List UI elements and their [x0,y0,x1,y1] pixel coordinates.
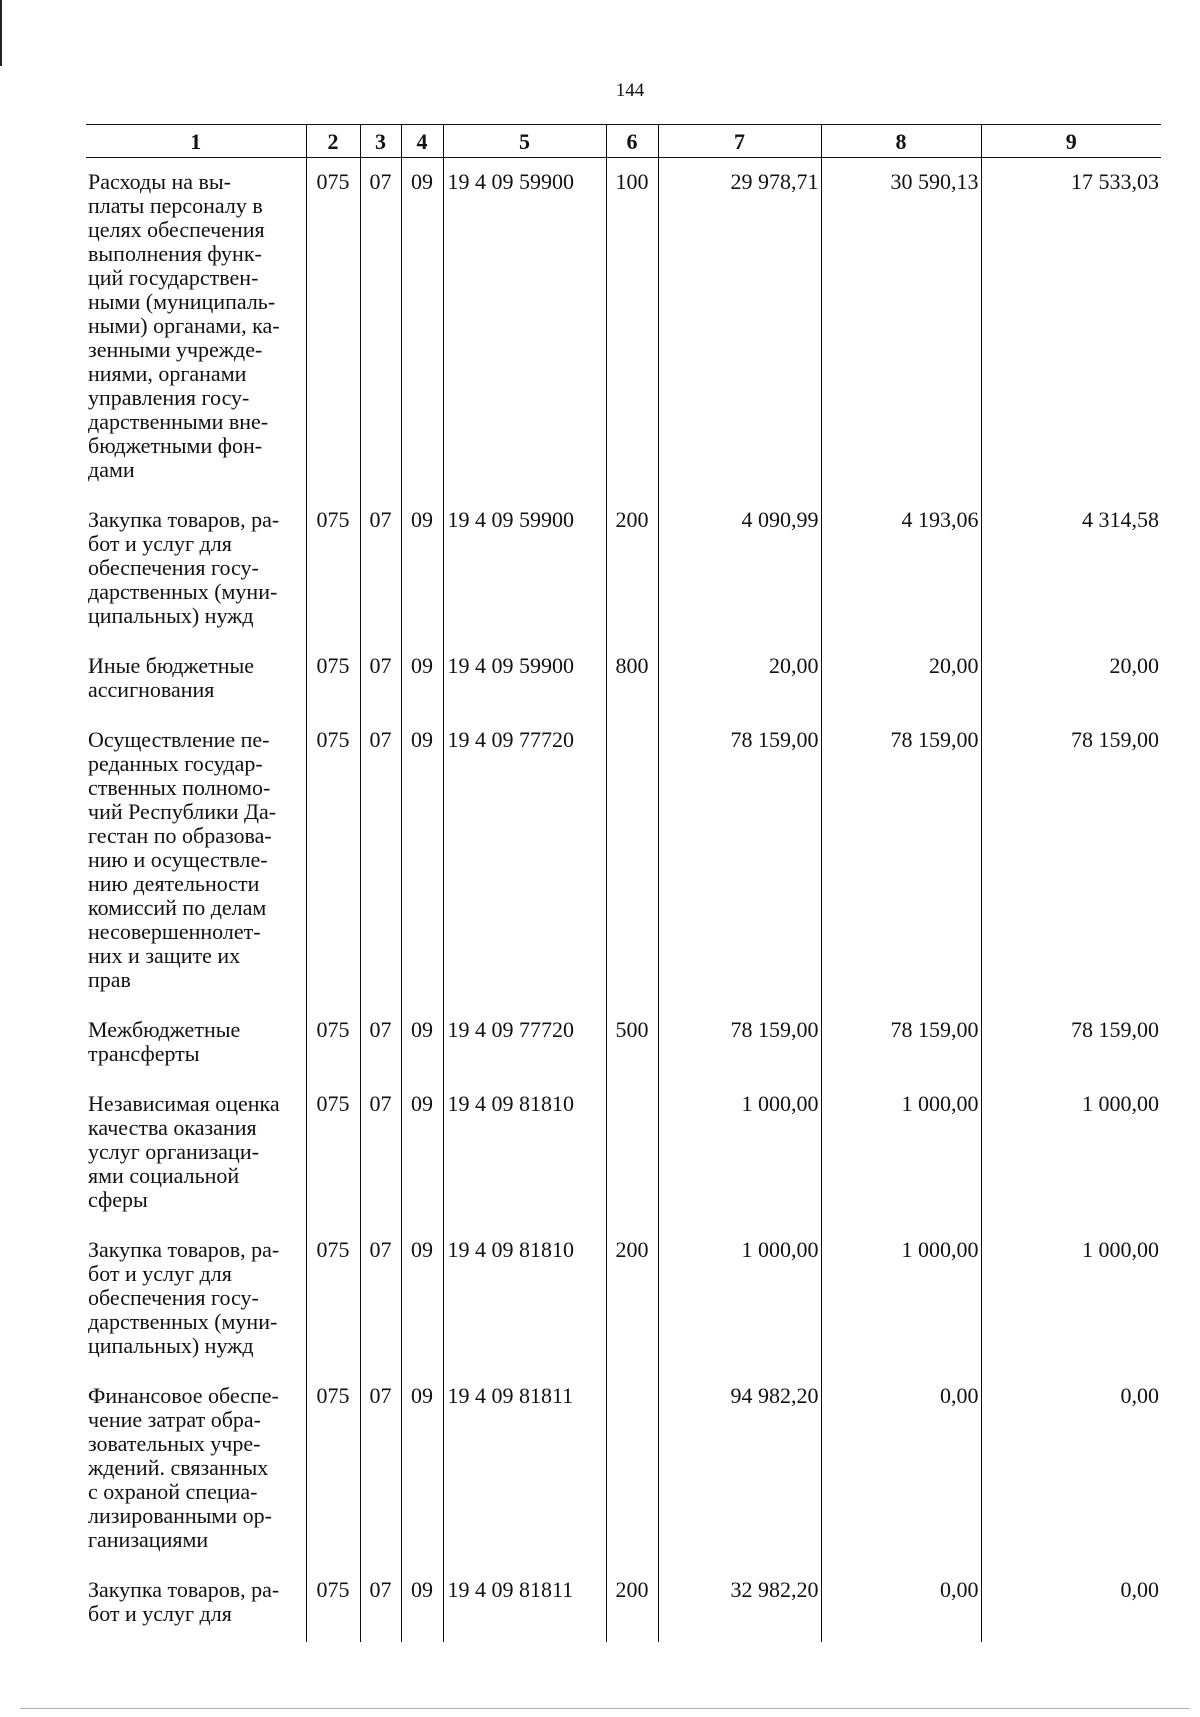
row-amount-year3: 0,00 [981,1566,1161,1642]
row-amount-year2: 1 000,00 [821,1226,981,1372]
row-amount-year2: 4 193,06 [821,496,981,642]
row-subsection: 09 [401,642,443,716]
table-row [86,1566,1161,1642]
row-target-article: 19 4 09 59900 [443,642,606,716]
row-amount-year1: 78 159,00 [658,1006,821,1080]
row-section: 07 [360,1226,401,1372]
row-name: Межбюджетные трансферты [88,1017,241,1066]
row-expense-type: 200 [606,496,658,642]
header-col-2: 2 [306,125,360,158]
row-subsection: 09 [401,1006,443,1080]
row-section: 07 [360,158,401,497]
row-amount-year2: 78 159,00 [821,1006,981,1080]
row-expense-type [606,716,658,1006]
row-target-article: 19 4 09 81810 [443,1080,606,1226]
row-expense-type [606,1080,658,1226]
row-expense-type: 200 [606,1566,658,1642]
row-name: Осуществление пе- реданных государ- ственных полномо- чий Республики Да- гестан по образова- нию и осуществле- нию деятельности комиссий по делам несовершеннолет- них и защите их прав [88,727,277,992]
row-section: 07 [360,1566,401,1642]
row-grbs: 075 [306,158,360,497]
table-row [86,1372,1161,1566]
row-subsection: 09 [401,1566,443,1642]
row-section: 07 [360,1372,401,1566]
header-col-5: 5 [443,125,606,158]
row-amount-year3: 0,00 [981,1372,1161,1566]
row-expense-type: 200 [606,1226,658,1372]
header-col-6: 6 [606,125,658,158]
row-name: Расходы на вы- платы персоналу в целях обеспечения выполнения функ- ций государствен- ными (муниципаль- ными) органами, ка- зенными учрежде- ниями, органами управления госу- дарственными вне- бюджетными фон- дами [88,169,280,482]
row-amount-year1: 1 000,00 [658,1226,821,1372]
row-amount-year3: 20,00 [981,642,1161,716]
row-amount-year3: 78 159,00 [981,716,1161,1006]
row-grbs: 075 [306,1226,360,1372]
row-amount-year1: 78 159,00 [658,716,821,1006]
row-expense-type: 800 [606,642,658,716]
row-target-article: 19 4 09 59900 [443,158,606,497]
header-col-7: 7 [658,125,821,158]
header-col-8: 8 [821,125,981,158]
row-grbs: 075 [306,496,360,642]
row-amount-year2: 0,00 [821,1372,981,1566]
row-name: Закупка товаров, ра- бот и услуг для обеспечения госу- дарственных (муни- ципальных) нужд [88,507,280,628]
row-section: 07 [360,1006,401,1080]
row-amount-year1: 94 982,20 [658,1372,821,1566]
header-col-1: 1 [86,125,306,158]
table-row [86,158,1161,497]
scan-edge-line [0,0,2,66]
table-row [86,496,1161,642]
row-target-article: 19 4 09 77720 [443,1006,606,1080]
table-row [86,716,1161,1006]
row-subsection: 09 [401,1226,443,1372]
row-amount-year3: 78 159,00 [981,1006,1161,1080]
row-name: Закупка товаров, ра- бот и услуг для [88,1577,280,1626]
row-grbs: 075 [306,1566,360,1642]
table-row [86,1226,1161,1372]
row-subsection: 09 [401,1372,443,1566]
row-target-article: 19 4 09 81811 [443,1566,606,1642]
row-amount-year1: 20,00 [658,642,821,716]
row-amount-year3: 4 314,58 [981,496,1161,642]
row-amount-year2: 30 590,13 [821,158,981,497]
row-target-article: 19 4 09 81811 [443,1372,606,1566]
row-amount-year1: 4 090,99 [658,496,821,642]
row-grbs: 075 [306,1372,360,1566]
row-name: Закупка товаров, ра- бот и услуг для обеспечения госу- дарственных (муни- ципальных) нужд [88,1237,280,1358]
table-row [86,642,1161,716]
scan-bottom-line [20,1708,1190,1709]
table-row [86,1080,1161,1226]
row-amount-year2: 20,00 [821,642,981,716]
row-section: 07 [360,496,401,642]
row-amount-year3: 1 000,00 [981,1080,1161,1226]
header-col-3: 3 [360,125,401,158]
row-subsection: 09 [401,158,443,497]
row-target-article: 19 4 09 81810 [443,1226,606,1372]
row-target-article: 19 4 09 77720 [443,716,606,1006]
row-expense-type [606,1372,658,1566]
row-amount-year1: 29 978,71 [658,158,821,497]
row-section: 07 [360,716,401,1006]
row-grbs: 075 [306,642,360,716]
table-row [86,1006,1161,1080]
header-col-4: 4 [401,125,443,158]
row-expense-type: 100 [606,158,658,497]
budget-table [86,124,1161,1642]
row-amount-year3: 17 533,03 [981,158,1161,497]
row-subsection: 09 [401,1080,443,1226]
row-section: 07 [360,1080,401,1226]
row-amount-year3: 1 000,00 [981,1226,1161,1372]
page-number: 144 [615,80,645,101]
row-section: 07 [360,642,401,716]
row-name: Независимая оценка качества оказания услуг организаци- ями социальной сферы [88,1091,280,1212]
header-col-9: 9 [981,125,1161,158]
row-amount-year2: 1 000,00 [821,1080,981,1226]
row-name: Финансовое обеспе- чение затрат обра- зовательных учре- ждений. связанных с охраной специа- лизированными ор- ганизациями [88,1383,279,1552]
row-subsection: 09 [401,496,443,642]
header-row [86,125,1161,158]
row-target-article: 19 4 09 59900 [443,496,606,642]
row-amount-year1: 32 982,20 [658,1566,821,1642]
row-amount-year1: 1 000,00 [658,1080,821,1226]
row-grbs: 075 [306,1080,360,1226]
row-amount-year2: 78 159,00 [821,716,981,1006]
row-subsection: 09 [401,716,443,1006]
row-expense-type: 500 [606,1006,658,1080]
row-amount-year2: 0,00 [821,1566,981,1642]
row-grbs: 075 [306,1006,360,1080]
row-grbs: 075 [306,716,360,1006]
row-name: Иные бюджетные ассигнования [88,653,255,702]
